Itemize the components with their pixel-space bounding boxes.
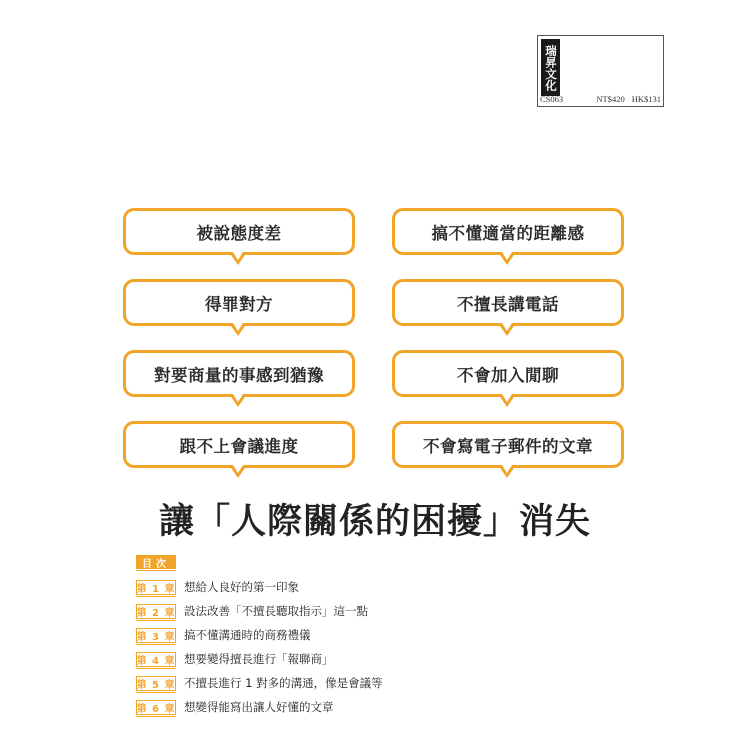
chapter-badge: 第 1 章 — [136, 580, 176, 595]
chapter-title: 想給人良好的第一印象 — [184, 580, 299, 594]
chapter-badge: 第 2 章 — [136, 604, 176, 619]
bubble-text: 跟不上會議進度 — [179, 436, 299, 456]
toc-item — [136, 647, 536, 671]
bubble-right-3 — [392, 350, 624, 397]
headline: 讓「人際關係的困擾」消失 — [158, 502, 591, 542]
price-hk: HK$131 — [631, 94, 661, 104]
bubble-text: 對要商量的事感到猶豫 — [154, 365, 324, 385]
price-tw: NT$420 — [596, 94, 625, 104]
prices — [596, 94, 661, 104]
bubble-text: 不會加入閒聊 — [457, 365, 559, 385]
chapter-badge: 第 4 章 — [136, 652, 176, 667]
chapter-title: 想變得能寫出讓人好懂的文章 — [184, 700, 334, 714]
bubble-left-3 — [123, 350, 355, 397]
toc-header: 目次 — [136, 555, 176, 569]
bubble-right-4 — [392, 421, 624, 468]
product-code: CS063 — [540, 94, 564, 104]
chapter-badge: 第 5 章 — [136, 676, 176, 691]
bubble-left-2 — [123, 279, 355, 326]
toc-item — [136, 575, 536, 599]
bubble-left-1 — [123, 208, 355, 255]
toc-list — [136, 575, 536, 719]
chapter-title: 設法改善「不擅長聽取指示」這一點 — [184, 604, 368, 618]
chapter-badge: 第 3 章 — [136, 628, 176, 643]
chapter-title: 想要變得擅長進行「報聯商」 — [184, 652, 334, 666]
bubble-text: 不擅長講電話 — [457, 294, 559, 314]
chapter-badge: 第 6 章 — [136, 700, 176, 715]
bubble-left-4 — [123, 421, 355, 468]
toc-item — [136, 671, 536, 695]
bubble-text: 得罪對方 — [205, 294, 273, 314]
bubble-right-1 — [392, 208, 624, 255]
bubble-text: 不會寫電子郵件的文章 — [423, 436, 593, 456]
toc-header-rule — [136, 570, 176, 571]
bubble-text: 搞不懂適當的距離感 — [431, 223, 585, 243]
toc-item — [136, 623, 536, 647]
price-box — [537, 35, 664, 107]
bubble-text: 被說態度差 — [196, 223, 282, 243]
toc-item — [136, 599, 536, 623]
toc-item — [136, 695, 536, 719]
price-line — [540, 94, 661, 104]
publisher-logo: 瑞昇文化 — [541, 39, 560, 96]
chapter-title: 搞不懂溝通時的商務禮儀 — [184, 628, 311, 642]
bubble-right-2 — [392, 279, 624, 326]
chapter-title: 不擅長進行 1 對多的溝通，像是會議等 — [184, 676, 383, 690]
